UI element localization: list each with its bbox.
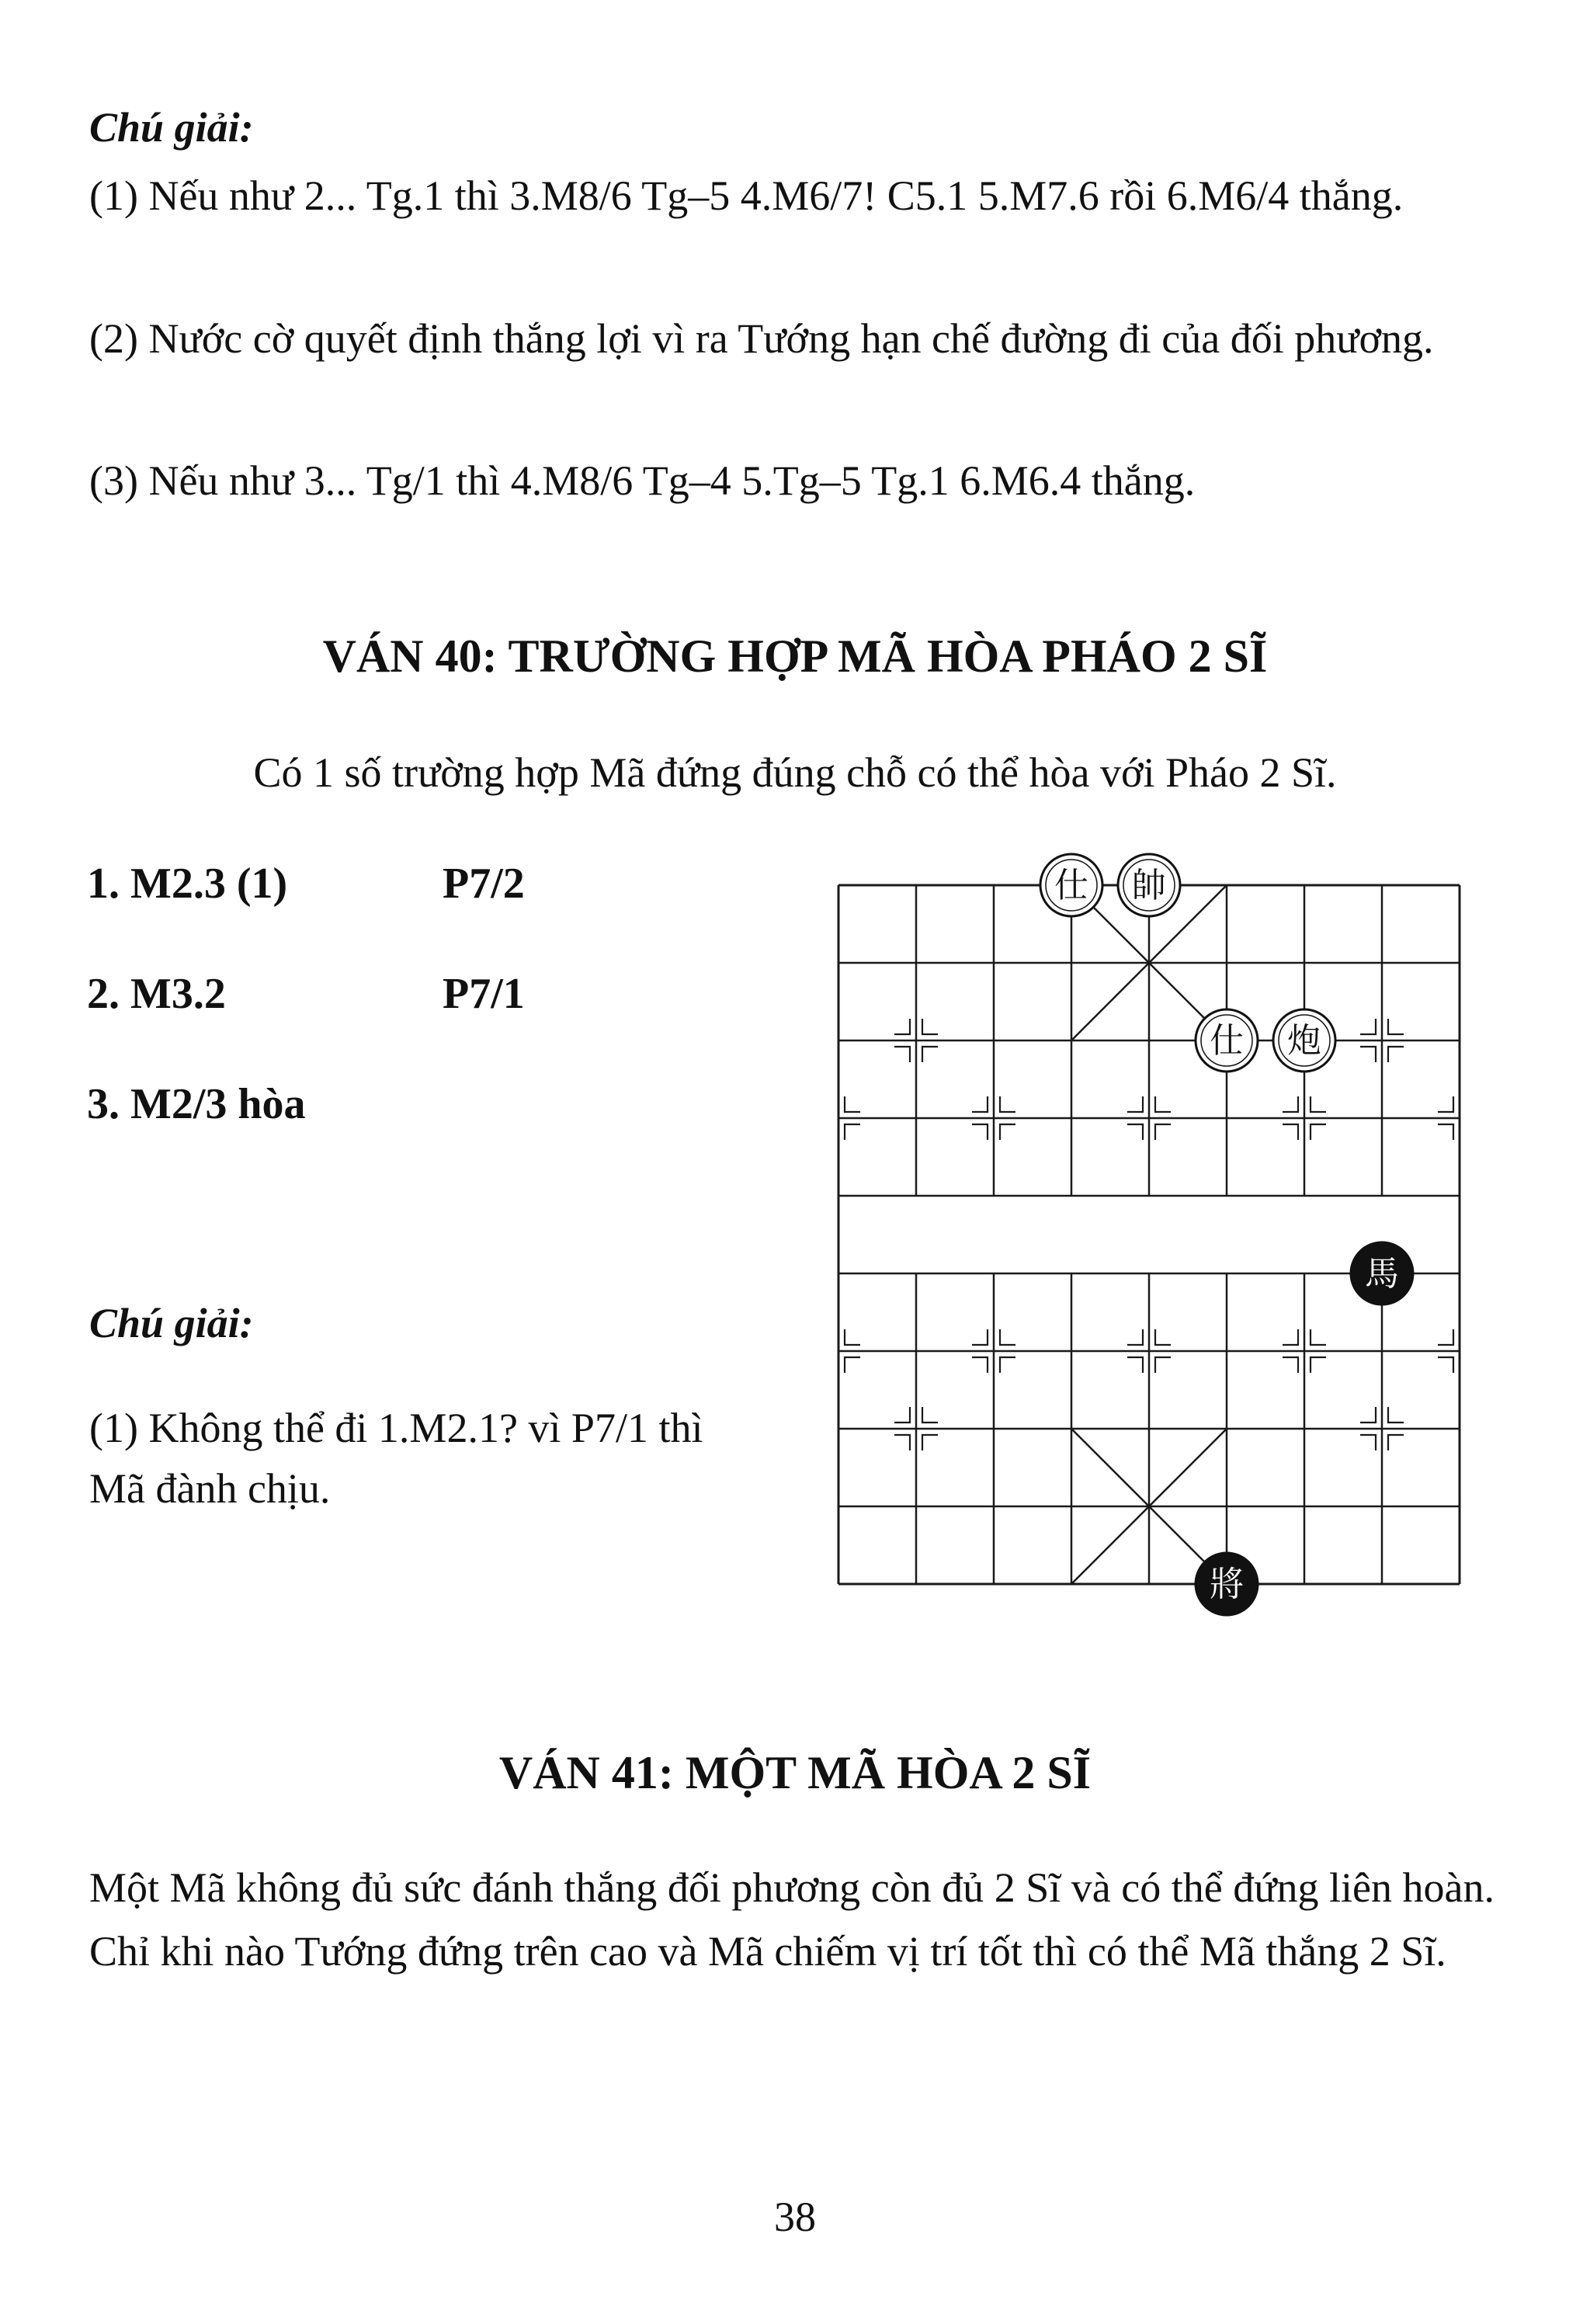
page-number: 38 <box>774 2194 816 2240</box>
position-marker <box>1438 1096 1453 1112</box>
position-marker <box>1127 1096 1143 1112</box>
position-marker <box>972 1329 988 1345</box>
position-marker <box>845 1096 860 1112</box>
position-marker <box>845 1357 860 1373</box>
position-marker <box>922 1019 938 1034</box>
section41-body: Một Mã không đủ sức đánh thắng đối phương còn đủ 2 Sĩ và có thể đứng liên hoàn. Chỉ khi nào Tướng đứng trên cao và Mã chiếm vị trí tốt thì có thể Mã thắng 2 Sĩ. <box>89 1864 1495 1975</box>
xiangqi-board <box>831 850 1467 1634</box>
section40-intro: Có 1 số trường hợp Mã đứng đúng chỗ có thể hòa với Pháo 2 Sĩ. <box>253 749 1337 796</box>
position-marker <box>894 1435 910 1450</box>
note-item-2: (2) Nước cờ quyết định thắng lợi vì ra Tướng hạn chế đường đi của đối phương. <box>89 315 1434 362</box>
position-marker <box>1000 1329 1015 1345</box>
piece-label: 馬 <box>1365 1254 1399 1294</box>
piece-label: 帥 <box>1132 866 1166 905</box>
position-marker <box>1127 1329 1143 1345</box>
move-3-white: 3. M2/3 hòa <box>87 1080 306 1128</box>
position-marker <box>1127 1357 1143 1373</box>
position-marker <box>1388 1435 1404 1450</box>
section40-title: VÁN 40: TRƯỜNG HỢP MÃ HÒA PHÁO 2 SĨ <box>322 631 1268 682</box>
position-marker <box>972 1357 988 1373</box>
position-marker <box>1000 1124 1015 1140</box>
piece-label: 仕 <box>1210 1021 1244 1061</box>
position-marker <box>1311 1357 1326 1373</box>
position-marker <box>1155 1124 1171 1140</box>
note-item-3: (3) Nếu như 3... Tg/1 thì 4.M8/6 Tg–4 5.Tg–5 Tg.1 6.M6.4 thắng. <box>89 457 1196 504</box>
move-1-white: 1. M2.3 (1) <box>87 860 288 908</box>
position-marker <box>972 1124 988 1140</box>
position-marker <box>1283 1329 1298 1345</box>
position-marker <box>922 1047 938 1062</box>
position-marker <box>1388 1019 1404 1034</box>
position-marker <box>845 1124 860 1140</box>
position-marker <box>1127 1124 1143 1140</box>
position-marker <box>922 1407 938 1423</box>
move-2-white: 2. M3.2 <box>87 970 226 1018</box>
move-1-black: P7/2 <box>443 860 525 908</box>
position-marker <box>845 1329 860 1345</box>
position-marker <box>1311 1124 1326 1140</box>
position-marker <box>1360 1019 1376 1034</box>
notes-label: Chú giải: <box>89 104 254 151</box>
position-marker <box>1311 1329 1326 1345</box>
section40-note: (1) Không thể đi 1.M2.1? vì P7/1 thì Mã đành chịu. <box>89 1405 703 1512</box>
position-marker <box>1438 1357 1453 1373</box>
position-marker <box>1000 1357 1015 1373</box>
piece-label: 仕 <box>1054 866 1088 905</box>
piece-label: 將 <box>1210 1565 1244 1604</box>
note-item-1: (1) Nếu như 2... Tg.1 thì 3.M8/6 Tg–5 4.M6/7! C5.1 5.M7.6 rồi 6.M6/4 thắng. <box>89 172 1404 219</box>
section40-note-label: Chú giải: <box>89 1300 254 1346</box>
position-marker <box>972 1096 988 1112</box>
position-marker <box>894 1019 910 1034</box>
position-marker <box>922 1435 938 1450</box>
position-marker <box>1000 1096 1015 1112</box>
position-marker <box>1155 1096 1171 1112</box>
position-marker <box>1155 1329 1171 1345</box>
position-marker <box>894 1047 910 1062</box>
position-marker <box>1360 1435 1376 1450</box>
position-marker <box>1360 1407 1376 1423</box>
position-marker <box>1283 1124 1298 1140</box>
position-marker <box>894 1407 910 1423</box>
position-marker <box>1155 1357 1171 1373</box>
section41-title: VÁN 41: MỘT MÃ HÒA 2 SĨ <box>498 1747 1092 1798</box>
position-marker <box>1388 1407 1404 1423</box>
position-marker <box>1360 1047 1376 1062</box>
position-marker <box>1283 1357 1298 1373</box>
piece-label: 炮 <box>1287 1021 1321 1061</box>
position-marker <box>1283 1096 1298 1112</box>
position-marker <box>1311 1096 1326 1112</box>
move-2-black: P7/1 <box>443 970 525 1018</box>
position-marker <box>1388 1047 1404 1062</box>
position-marker <box>1438 1124 1453 1140</box>
position-marker <box>1438 1329 1453 1345</box>
